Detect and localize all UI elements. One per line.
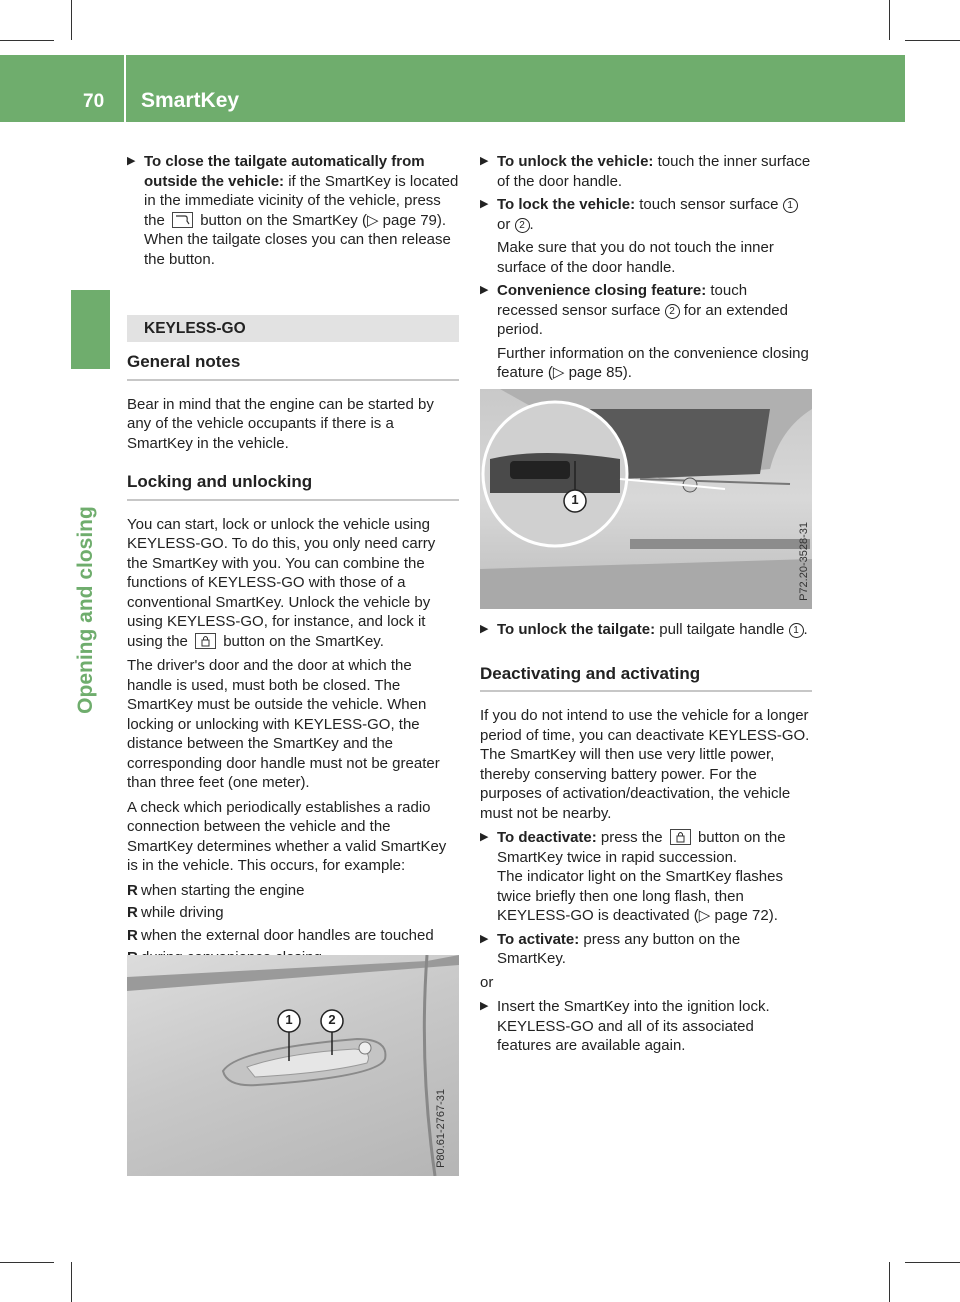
- step-deactivate: ▶ To deactivate: press the button on the SmartKey twice in rapid succession. The indicator light on the SmartKey flashes twice briefly then one long flash, then KEYLESS-GO is deactivated (▷ page 72).: [480, 829, 786, 924]
- page-number: 70: [83, 91, 105, 112]
- page-ref: page 85).: [564, 364, 632, 381]
- left-column: [127, 152, 459, 971]
- lock-button-icon: [670, 829, 691, 845]
- step-unlock-tailgate: ▶ To unlock the tailgate: pull tailgate handle 1 .: [480, 621, 808, 638]
- callout-2: 2: [328, 1012, 336, 1027]
- figure-code: P72.20-3528-31: [798, 522, 810, 601]
- step-convenience: ▶ Convenience closing feature: touch recessed sensor surface 2 for an extended period. Further information on the convenience closing feature (▷ page 85).: [480, 282, 809, 381]
- step-arrow-icon: ▶: [480, 1000, 489, 1012]
- crop-mark: [905, 40, 960, 41]
- step-arrow-icon: ▶: [480, 198, 489, 210]
- running-title: SmartKey: [141, 89, 240, 112]
- figure-code: P80.61-2767-31: [435, 1089, 447, 1168]
- paragraph: If you do not intend to use the vehicle for a longer period of time, you can deactivate KEYLESS-GO. The SmartKey will then use very little power, thereby conserving battery power. For the purposes of activation/deactivation, the vehicle must not be nearby.: [480, 707, 810, 822]
- callout-2-icon: 2: [515, 218, 530, 233]
- heading-general-notes: General notes: [127, 346, 459, 381]
- crop-mark: [905, 1262, 960, 1263]
- page-ref: page 72).: [710, 907, 778, 924]
- chapter-label: Opening and closing: [74, 506, 97, 714]
- paragraph: A check which periodically establishes a radio connection between the vehicle and the SmartKey determines whether a valid SmartKey is in the vehicle. This occurs, for example:: [127, 798, 447, 874]
- callout-1: 1: [571, 492, 579, 507]
- page-ref: page 79).: [378, 211, 447, 229]
- callout-1: 1: [285, 1012, 293, 1027]
- step-arrow-icon: ▶: [127, 155, 136, 167]
- crop-mark: [71, 0, 72, 40]
- crop-mark: [0, 1262, 54, 1263]
- heading-locking: Locking and unlocking: [127, 466, 459, 501]
- crop-mark: [0, 40, 54, 41]
- right-column: [480, 152, 812, 387]
- page-ref-icon: ▷: [698, 907, 711, 924]
- bullet-icon: R: [127, 881, 138, 899]
- step-close-tailgate: ▶ To close the tailgate automatically from outside the vehicle: if the SmartKey is located in the immediate vicinity of the vehicle, press the button on the SmartKey (▷ page 79). When the tailgate closes you can then release the button.: [127, 153, 459, 268]
- step-lock-vehicle: ▶ To lock the vehicle: touch sensor surface 1 or 2 . Make sure that you do not touch the inner surface of the door handle.: [480, 195, 812, 277]
- door-handle-illustration: [127, 955, 459, 1176]
- tailgate-illustration: [480, 389, 812, 609]
- header-separator: [124, 55, 126, 122]
- door-handle-figure: [127, 955, 459, 1176]
- step-insert: ▶ Insert the SmartKey into the ignition lock. KEYLESS-GO and all of its associated features are available again.: [480, 998, 770, 1054]
- page-ref-icon: ▷: [366, 211, 379, 229]
- right-column-lower: [480, 620, 812, 1060]
- list-item: R when starting the engine: [127, 881, 305, 899]
- tailgate-figure: [480, 389, 812, 609]
- callout-1-icon: 1: [783, 198, 798, 213]
- step-label: To close the tailgate automatically from outside the vehicle:: [144, 153, 425, 190]
- bullet-icon: R: [127, 904, 138, 921]
- tailgate-button-icon: [172, 212, 193, 228]
- step-arrow-icon: ▶: [480, 932, 489, 945]
- crop-mark: [71, 1262, 72, 1302]
- step-unlock-vehicle: ▶ To unlock the vehicle: touch the inner surface of the door handle.: [480, 153, 811, 190]
- page-ref-icon: ▷: [552, 364, 565, 381]
- chapter-tab: [71, 290, 110, 369]
- step-arrow-icon: ▶: [480, 284, 489, 296]
- header-bar: [0, 55, 905, 122]
- step-arrow-icon: ▶: [480, 623, 489, 635]
- section-title: KEYLESS-GO: [127, 315, 459, 342]
- callout-1-icon: 1: [789, 623, 804, 638]
- heading-deactivating: Deactivating and activating: [480, 658, 812, 693]
- list-item: R while driving: [127, 904, 224, 921]
- step-arrow-icon: ▶: [480, 831, 489, 843]
- list-item: R when the external door handles are touched: [127, 926, 434, 944]
- paragraph: The driver's door and the door at which the handle is used, must both be closed. The SmartKey must be outside the vehicle. When locking or unlocking with KEYLESS-GO, the distance between the SmartKey and the corresponding door handle must not be greater than three feet (one meter).: [127, 657, 440, 791]
- crop-mark: [889, 1262, 890, 1302]
- or-text: or: [480, 973, 494, 991]
- paragraph: Bear in mind that the engine can be started by any of the vehicle occupants if there is a SmartKey in the vehicle.: [127, 395, 434, 452]
- step-arrow-icon: ▶: [480, 155, 489, 167]
- bullet-icon: R: [127, 926, 138, 944]
- callout-2-icon: 2: [665, 304, 680, 319]
- lock-button-icon: [195, 633, 216, 649]
- crop-mark: [889, 0, 890, 40]
- paragraph: You can start, lock or unlock the vehicle using KEYLESS-GO. To do this, you only need carry the SmartKey with you. You can combine the functions of KEYLESS-GO with those of a conventional SmartKey. Unlock the vehicle by using KEYLESS-GO, for instance, and lock it using the button on the SmartKey.: [127, 515, 436, 650]
- step-activate: ▶ To activate: press any button on the SmartKey.: [480, 930, 741, 967]
